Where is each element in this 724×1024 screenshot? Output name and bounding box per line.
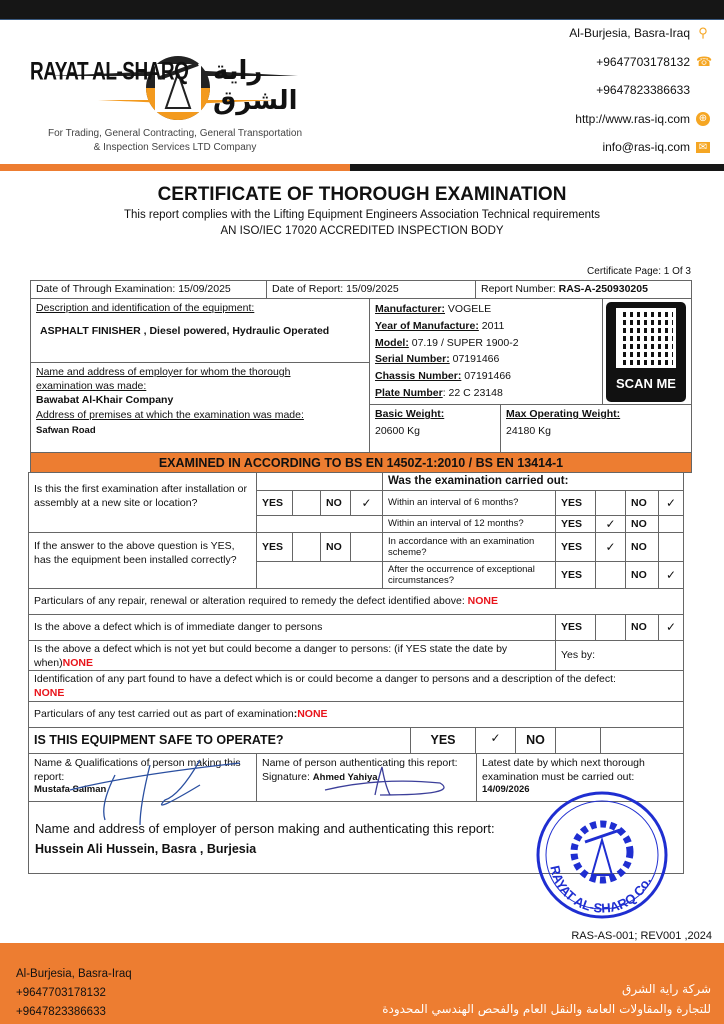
safe-no-box[interactable] <box>555 727 601 754</box>
signature-maker-icon <box>60 755 260 825</box>
footer-phone-2: +9647823386633 <box>16 1006 106 1018</box>
maker-name: Mustafa Salman <box>34 784 107 796</box>
interval-12-no-box[interactable] <box>658 515 684 533</box>
next-exam-label: Latest date by which next thorough examination must be carried out: <box>482 757 645 784</box>
blank <box>256 515 383 533</box>
location-pin-icon: ⚲ <box>698 25 708 40</box>
company-stamp <box>535 790 670 920</box>
equipment-fields-cell <box>369 298 603 405</box>
report-number <box>475 280 692 299</box>
field-label: Manufacturer: <box>375 303 446 315</box>
company-logo <box>28 28 328 128</box>
carried-out-header: Was the examination carried out: <box>382 472 684 491</box>
q1-no-checkbox[interactable]: ✓ <box>350 490 383 516</box>
contact-email-text[interactable]: info@ras-iq.com <box>602 140 690 154</box>
exceptional-yes-box[interactable] <box>595 561 626 589</box>
exam-date-text: Date of Through Examination: 15/09/2025 <box>36 283 231 296</box>
interval-12-yes-checkbox[interactable]: ✓ <box>595 515 626 533</box>
field-model <box>375 335 597 352</box>
scheme-label: In accordance with an examination scheme? <box>382 532 556 562</box>
contact-website <box>575 112 710 126</box>
basic-weight-cell <box>369 404 501 453</box>
next-exam-date: 14/09/2026 <box>482 784 530 796</box>
logo-text-en: RAYAT AL-SHARQ <box>30 58 189 86</box>
interval-6-yes: YES <box>555 490 596 516</box>
interval-6-no-checkbox[interactable]: ✓ <box>658 490 684 516</box>
title-sub-2: AN ISO/IEC 17020 ACCREDITED INSPECTION BODY <box>220 225 504 237</box>
footer-arabic-description: للتجارة والمقاولات العامة والنقل العام والفحص الهندسي المحدودة <box>382 1002 711 1016</box>
premises-label: Address of premises at which the examination was made: <box>36 408 304 421</box>
contact-phone-text: +9647823386633 <box>596 83 690 97</box>
basic-weight-label: Basic Weight: <box>375 408 445 420</box>
desc-label: Description and identification of the equipment: <box>36 302 255 314</box>
tagline <box>20 127 330 155</box>
q1-yes-box[interactable] <box>292 490 321 516</box>
field-value: 07191466 <box>449 353 500 366</box>
blank <box>256 472 383 491</box>
immediate-no-checkbox[interactable]: ✓ <box>658 614 684 641</box>
auth-name: Ahmed Yahiya <box>312 772 378 784</box>
interval-12-yes: YES <box>555 515 596 533</box>
contact-address-text: Al-Burjesia, Basra-Iraq <box>569 26 690 40</box>
contact-website-text[interactable]: http://www.ras-iq.com <box>575 112 690 126</box>
interval-6-yes-box[interactable] <box>595 490 626 516</box>
contact-phone-1 <box>596 54 713 69</box>
field-manufacturer <box>375 301 597 318</box>
stamp-seal-icon <box>535 790 670 920</box>
test-colon: : <box>293 708 298 721</box>
yes-by-cell: Yes by: <box>555 640 684 671</box>
field-value: 07191466 <box>461 370 511 383</box>
field-value: VOGELE <box>445 303 492 315</box>
q2-no: NO <box>320 532 351 562</box>
safe-yes: YES <box>410 727 476 754</box>
employer-label: Name and address of employer for whom the thorough examination was made: <box>36 366 291 393</box>
scheme-yes-checkbox[interactable]: ✓ <box>595 532 626 562</box>
scheme-no: NO <box>625 532 659 562</box>
contact-phone-text: +9647703178132 <box>596 55 690 69</box>
standard-band: EXAMINED IN ACCORDING TO BS EN 1450Z-1:2010 / BS EN 13414-1 <box>30 452 692 473</box>
footer-phone-1: +9647703178132 <box>16 987 106 999</box>
employer-report-value: Hussein Ali Hussein, Basra , Burjesia <box>35 841 257 856</box>
exceptional-no: NO <box>625 561 659 589</box>
maker-label: Name & Qualifications of person making this report: <box>34 757 241 784</box>
contact-address <box>569 26 710 40</box>
tagline-line-2: & Inspection Services LTD Company <box>93 142 257 153</box>
q2-yes-box[interactable] <box>292 532 321 562</box>
signature-authenticator-icon <box>320 765 460 805</box>
field-year <box>375 318 597 335</box>
max-weight-value: 24180 Kg <box>506 425 551 438</box>
employer-value: Bawabat Al-Khair Company <box>36 394 174 407</box>
footer-arabic <box>382 979 711 1019</box>
mail-icon: ✉ <box>696 142 710 153</box>
field-label: Chassis Number: <box>375 370 462 383</box>
field-label: Model: <box>375 336 409 349</box>
scan-me-label: SCAN ME <box>616 376 676 391</box>
field-serial <box>375 351 597 368</box>
q1-cell: Is this the first examination after installation or assembly at a new site or location? <box>28 472 257 533</box>
q1-no: NO <box>320 490 351 516</box>
field-label: Plate Number <box>375 386 443 399</box>
identification-label: Identification of any part found to have a defect which is or could become a danger to persons and a description of the defect: <box>34 673 616 685</box>
globe-icon: ⊕ <box>696 112 710 126</box>
qr-cell <box>602 298 692 405</box>
employer-report-label: Name and address of employer of person making and authenticating this report: <box>35 821 495 836</box>
future-danger-cell <box>28 640 556 671</box>
header-divider-black <box>350 164 724 171</box>
stamp-text: RAYAT AL-SHARQ Co. <box>547 864 654 916</box>
premises-value: Safwan Road <box>36 424 96 436</box>
scheme-yes: YES <box>555 532 596 562</box>
title-sub-1: This report complies with the Lifting Equipment Engineers Association Technical requirements <box>123 209 600 221</box>
safe-yes-checkbox[interactable]: ✓ <box>475 727 516 754</box>
blank <box>256 561 383 589</box>
form-reference: RAS-AS-001; REV001 ,2024 <box>571 930 712 942</box>
header-divider-orange <box>0 164 350 171</box>
basic-weight-value: 20600 Kg <box>375 425 420 438</box>
q2-no-box[interactable] <box>350 532 383 562</box>
future-danger-value: NONE <box>62 656 93 669</box>
phone-icon: ☎ <box>696 54 713 69</box>
contact-phone-2 <box>596 83 690 97</box>
report-number-value: RAS-A-250930205 <box>558 283 648 296</box>
footer-arabic-name: شركة راية الشرق <box>622 982 711 996</box>
report-date-text: Date of Report: 15/09/2025 <box>272 283 399 296</box>
field-label: Year of Manufacture: <box>375 319 479 332</box>
tagline-line-1: For Trading, General Contracting, General Transportation <box>47 128 303 139</box>
exceptional-no-checkbox[interactable]: ✓ <box>658 561 684 589</box>
contact-email <box>602 140 710 154</box>
test-value: NONE <box>297 708 328 721</box>
identification-cell <box>28 670 684 702</box>
exceptional-yes: YES <box>555 561 596 589</box>
footer-address: Al-Burjesia, Basra-Iraq <box>16 968 132 980</box>
field-chassis <box>375 368 597 385</box>
test-label: Particulars of any test carried out as part of examination <box>34 708 294 721</box>
immediate-danger-label: Is the above a defect which is of immediate danger to persons <box>28 614 556 641</box>
identification-value: NONE <box>34 686 65 699</box>
q2-cell: If the answer to the above question is YES, has the equipment been installed correctly? <box>28 532 257 589</box>
interval-12-label: Within an interval of 12 months? <box>382 515 556 533</box>
repair-value: NONE <box>467 595 499 608</box>
desc-value: ASPHALT FINISHER , Diesel powered, Hydraulic Operated <box>40 325 330 338</box>
top-bar <box>0 0 724 20</box>
immediate-yes-box[interactable] <box>595 614 626 641</box>
scheme-no-box[interactable] <box>658 532 684 562</box>
blank <box>600 727 684 754</box>
footer <box>0 943 724 1024</box>
qr-code[interactable] <box>606 302 686 402</box>
interval-6-no: NO <box>625 490 659 516</box>
repair-label: Particulars of any repair, renewal or alteration required to remedy the defect identified above: <box>34 595 465 608</box>
field-plate <box>375 385 597 402</box>
q2-yes: YES <box>256 532 293 562</box>
future-danger-label: Is the above a defect which is not yet but could become a danger to persons: (if YES state the date by when) <box>34 643 508 669</box>
certificate-page: Certificate Page: 1 Of 3 <box>587 266 691 277</box>
q1-yes: YES <box>256 490 293 516</box>
field-value: : 22 C 23148 <box>442 386 503 399</box>
auth-label: Name of person authenticating this report: <box>262 757 458 769</box>
interval-6-label: Within an interval of 6 months? <box>382 490 556 516</box>
equipment-description-cell <box>30 298 370 363</box>
test-row <box>28 701 684 728</box>
immediate-no: NO <box>625 614 659 641</box>
exceptional-label: After the occurrence of exceptional circumstances? <box>382 561 556 589</box>
immediate-yes: YES <box>555 614 596 641</box>
field-value: 07.19 / SUPER 1900-2 <box>408 336 519 349</box>
logo-text-ar: راية الشرق <box>213 56 298 116</box>
page-title: CERTIFICATE OF THOROUGH EXAMINATION <box>157 184 567 205</box>
exam-date <box>30 280 267 299</box>
employer-cell <box>30 362 370 453</box>
signature-label: Signature: <box>262 771 313 784</box>
field-label: Serial Number: <box>375 353 450 366</box>
report-number-label: Report Number: <box>481 283 556 296</box>
field-value: 2011 <box>478 319 505 332</box>
safe-question: IS THIS EQUIPMENT SAFE TO OPERATE? <box>28 727 411 754</box>
qr-pattern-icon <box>616 308 676 368</box>
footer-contacts <box>16 965 132 1022</box>
interval-12-no: NO <box>625 515 659 533</box>
max-weight-label: Max Operating Weight: <box>506 408 621 420</box>
report-date <box>266 280 476 299</box>
max-weight-cell <box>500 404 692 453</box>
safe-no: NO <box>515 727 556 754</box>
repair-row <box>28 588 684 615</box>
